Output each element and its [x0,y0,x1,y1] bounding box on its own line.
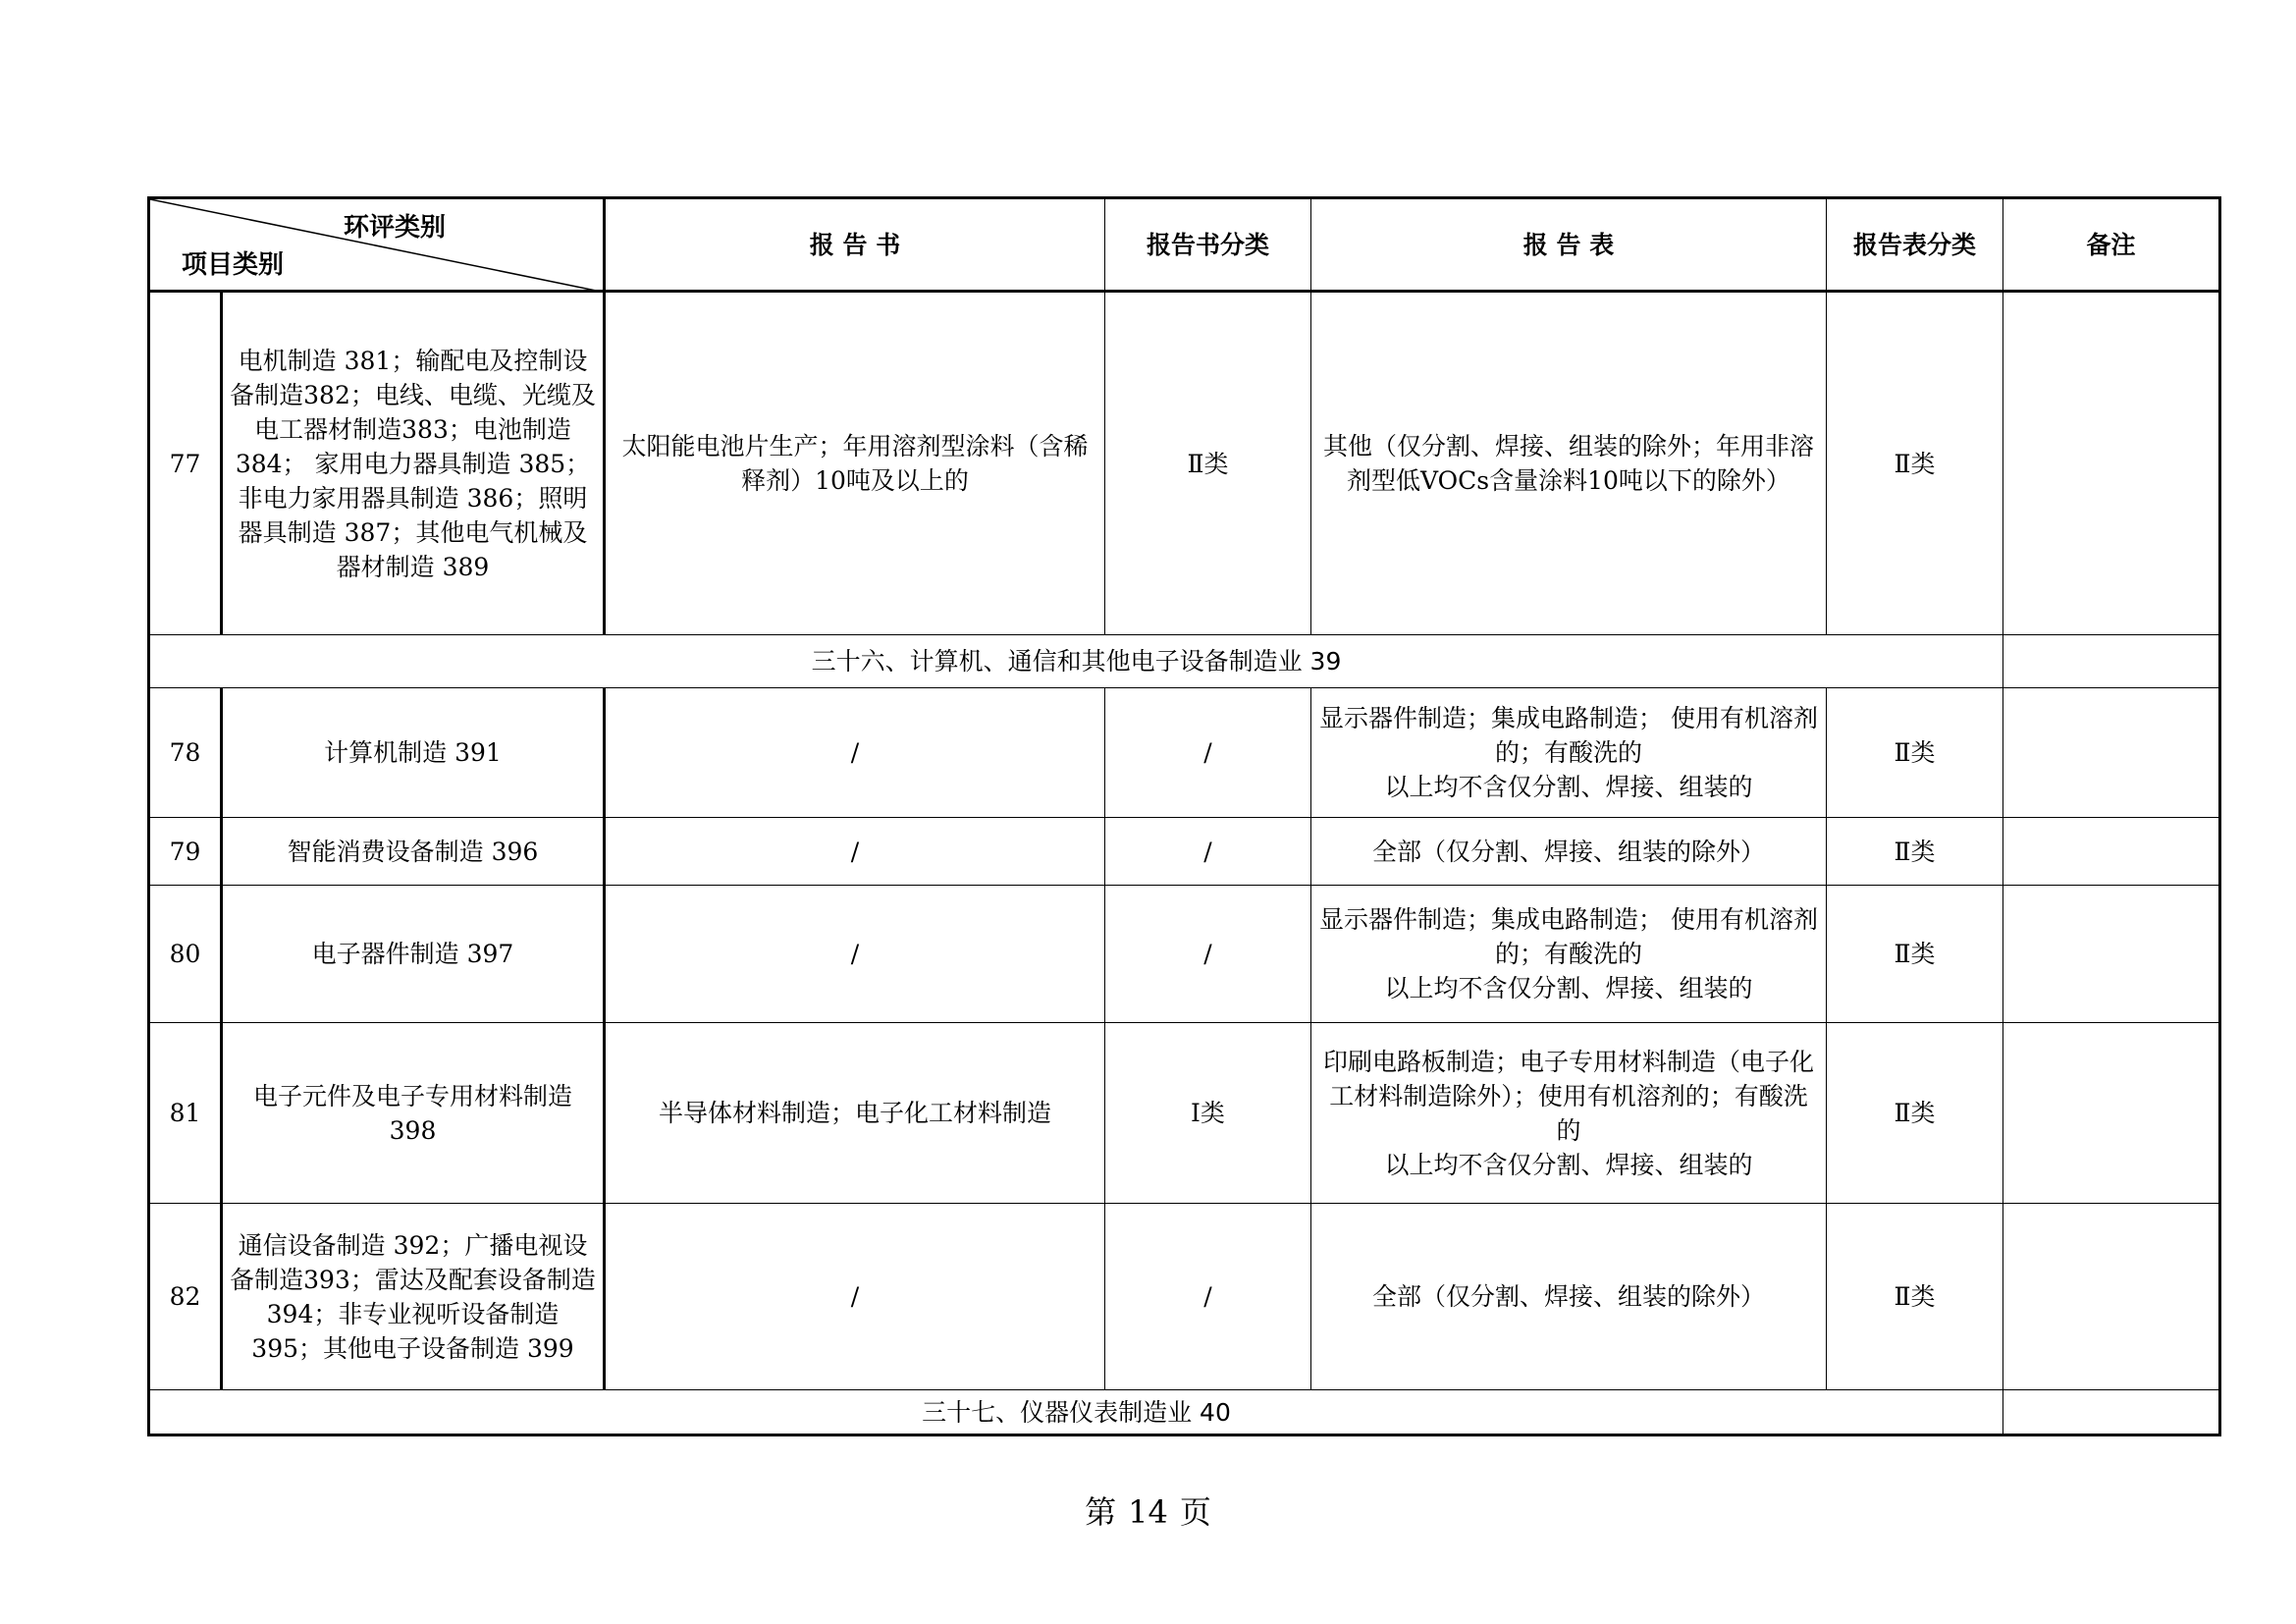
report-book-class: / [1105,688,1311,818]
project-category-label: 项目类别 [182,250,285,280]
table-row [149,818,2220,886]
header-report-book: 报 告 书 [605,198,1105,292]
section-row [149,1390,2220,1435]
section-title: 三十七、仪器仪表制造业 40 [149,1390,2003,1435]
row-number: 80 [149,886,222,1023]
row-number: 78 [149,688,222,818]
item-name: 电子元件及电子专用材料制造 398 [222,1023,605,1204]
section-row [149,635,2220,688]
env-category-label: 环评类别 [343,213,446,243]
report-book-criteria: / [605,1204,1105,1390]
report-table-class: Ⅱ类 [1827,818,2003,886]
remarks-cell [2003,1023,2220,1204]
report-table-criteria: 全部（仅分割、焊接、组装的除外） [1311,818,1827,886]
report-table-criteria [1311,1023,1827,1204]
item-name: 电机制造 381；输配电及控制设备制造382；电线、电缆、光缆及电工器材制造383；电池制造 384； 家用电力器具制造 385；非电力家用器具制造 386；照明器具制造 387；其他电气机械及器材制造 389 [222,292,605,635]
criteria-note: 以上均不含仅分割、焊接、组装的 [1384,773,1753,801]
table-row [149,292,2220,635]
row-number: 79 [149,818,222,886]
header-report-table-class: 报告表分类 [1827,198,2003,292]
header-remarks: 备注 [2003,198,2220,292]
table-row [149,1023,2220,1204]
classification-table [147,196,2221,1436]
remarks-cell [2003,886,2220,1023]
item-name: 电子器件制造 397 [222,886,605,1023]
report-book-class: / [1105,1204,1311,1390]
remarks-cell [2003,635,2220,688]
report-book-class: / [1105,886,1311,1023]
item-name: 智能消费设备制造 396 [222,818,605,886]
header-report-table: 报 告 表 [1311,198,1827,292]
report-table-class: Ⅱ类 [1827,688,2003,818]
report-book-criteria: / [605,688,1105,818]
report-table-criteria: 全部（仅分割、焊接、组装的除外） [1311,1204,1827,1390]
report-book-criteria: / [605,818,1105,886]
page-footer [0,1488,2296,1533]
report-table-class: Ⅱ类 [1827,1023,2003,1204]
report-table-criteria [1311,886,1827,1023]
criteria-note: 以上均不含仅分割、焊接、组装的 [1384,974,1753,1002]
header-report-book-class: 报告书分类 [1105,198,1311,292]
remarks-cell [2003,1390,2220,1435]
report-book-criteria: 半导体材料制造；电子化工材料制造 [605,1023,1105,1204]
remarks-cell [2003,688,2220,818]
section-title: 三十六、计算机、通信和其他电子设备制造业 39 [149,635,2003,688]
table-header-row [149,198,2220,292]
report-book-class: Ⅰ类 [1105,1023,1311,1204]
remarks-cell [2003,818,2220,886]
report-book-class: / [1105,818,1311,886]
row-number: 77 [149,292,222,635]
page-prefix: 第 [1085,1493,1117,1531]
page-suffix: 页 [1179,1493,1211,1531]
report-table-class: Ⅱ类 [1827,886,2003,1023]
criteria-line: 显示器件制造；集成电路制造； 使用有机溶剂的；有酸洗的 [1319,704,1818,767]
report-table-class: Ⅱ类 [1827,1204,2003,1390]
criteria-note: 以上均不含仅分割、焊接、组装的 [1384,1150,1753,1179]
criteria-line: 显示器件制造；集成电路制造； 使用有机溶剂的；有酸洗的 [1319,905,1818,968]
report-table-criteria [1311,688,1827,818]
report-table-class: Ⅱ类 [1827,292,2003,635]
report-table-criteria: 其他（仅分割、焊接、组装的除外；年用非溶剂型低VOCs含量涂料10吨以下的除外） [1311,292,1827,635]
remarks-cell [2003,292,2220,635]
report-book-criteria: / [605,886,1105,1023]
item-name: 通信设备制造 392；广播电视设备制造393；雷达及配套设备制造 394；非专业视听设备制造 395；其他电子设备制造 399 [222,1204,605,1390]
diagonal-header-cell [149,198,605,292]
report-book-criteria: 太阳能电池片生产；年用溶剂型涂料（含稀释剂）10吨及以上的 [605,292,1105,635]
table-row [149,886,2220,1023]
remarks-cell [2003,1204,2220,1390]
page-number: 14 [1128,1493,1168,1531]
criteria-line: 印刷电路板制造；电子专用材料制造（电子化工材料制造除外）；使用有机溶剂的；有酸洗的 [1322,1047,1814,1145]
table-row [149,688,2220,818]
row-number: 81 [149,1023,222,1204]
item-name: 计算机制造 391 [222,688,605,818]
report-book-class: Ⅱ类 [1105,292,1311,635]
row-number: 82 [149,1204,222,1390]
table-row [149,1204,2220,1390]
